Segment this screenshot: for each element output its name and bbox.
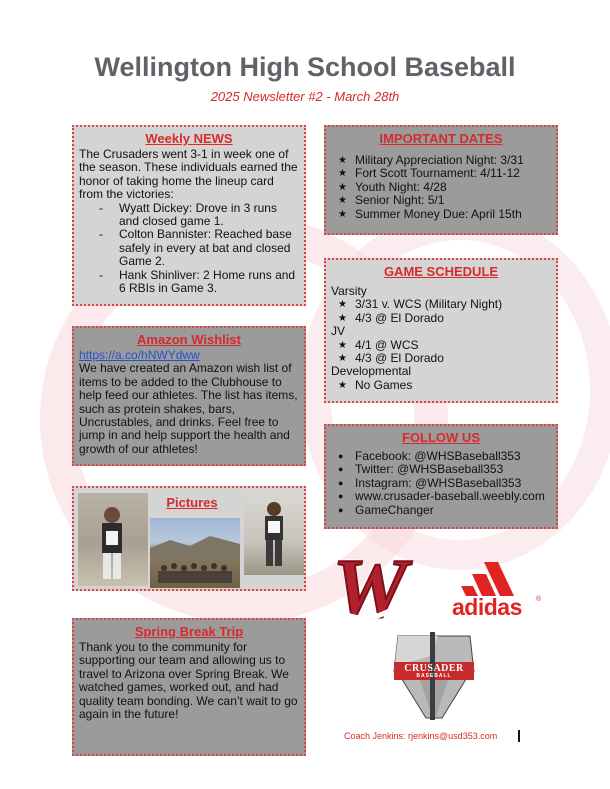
list-item: - Wyatt Dickey: Drove in 3 runs and closed game 1.: [119, 202, 299, 229]
w-logo-letter: W: [332, 542, 408, 635]
spring-break-body: Thank you to the community for supporting our team and allowing us to travel to Arizona over Spring Break. We watched games, worked out, and had quality team bonding. We can’t wait to go again in the future!: [79, 640, 298, 722]
team-photo-arizona: [150, 518, 240, 588]
important-dates-heading: IMPORTANT DATES: [379, 131, 503, 146]
weekly-news-heading: Weekly NEWS: [145, 131, 233, 146]
list-item: - Hank Shinliver: 2 Home runs and 6 RBIs in Game 3.: [119, 269, 299, 296]
important-dates-box: [324, 125, 558, 235]
text-cursor: [518, 730, 520, 742]
crusader-logo: [390, 632, 478, 720]
list-item: ★ Senior Night: 5/1: [355, 194, 551, 207]
player-photo-left: [78, 493, 148, 586]
adidas-wordmark: adidas: [452, 594, 522, 620]
registered-mark-icon: ®: [536, 596, 542, 603]
w-logo: [328, 542, 412, 635]
adidas-stripes-icon: [452, 560, 544, 596]
schedule-varsity-list: [331, 298, 551, 325]
crusader-logo-bottom-text: BASEBALL: [416, 673, 452, 679]
team-group-figures: [150, 518, 240, 588]
page-subtitle: 2025 Newsletter #2 - March 28th: [210, 89, 400, 104]
list-item[interactable]: ● www.crusader-baseball.weebly.com: [355, 490, 551, 503]
adidas-logo: [452, 560, 544, 622]
crusader-logo-top-text: CRUSADER: [404, 663, 464, 674]
player-left-figure: [78, 493, 148, 586]
weekly-news-intro: The Crusaders went 3-1 in week one of the season. These individuals earned the honor of taking home the lineup card from the victories:: [79, 147, 298, 202]
list-item: ★ Fort Scott Tournament: 4/11-12: [355, 167, 551, 180]
list-item: ● Twitter: @WHSBaseball353: [355, 463, 551, 476]
list-item: ★ Summer Money Due: April 15th: [355, 208, 551, 221]
schedule-varsity-label: Varsity: [331, 284, 367, 298]
follow-us-heading: FOLLOW US: [402, 430, 480, 445]
amazon-wishlist-heading: Amazon Wishlist: [137, 332, 241, 347]
follow-us-box: [324, 424, 558, 529]
w-logo-swoosh: [328, 542, 412, 635]
schedule-dev-list: [331, 379, 551, 392]
schedule-jv-label: JV: [331, 324, 346, 339]
weekly-news-box: [72, 125, 306, 306]
list-item: ● Facebook: @WHSBaseball353: [355, 450, 551, 463]
weekly-news-list: [79, 202, 299, 296]
list-item: ★ 4/1 @ WCS: [355, 339, 551, 352]
amazon-wishlist-link[interactable]: https://a.co/hNWYdww: [79, 348, 200, 362]
player-photo-right: [244, 493, 304, 575]
list-item: ★ 4/3 @ El Dorado: [355, 312, 551, 325]
list-item: ● GameChanger: [355, 504, 551, 517]
spring-break-heading: Spring Break Trip: [134, 624, 244, 639]
amazon-wishlist-box: [72, 326, 306, 466]
list-item: ★ Military Appreciation Night: 3/31: [355, 154, 551, 167]
player-right-figure: [244, 493, 304, 575]
spring-break-box: [72, 618, 306, 756]
list-item: ● Instagram: @WHSBaseball353: [355, 477, 551, 490]
list-item: ★ Youth Night: 4/28: [355, 181, 551, 194]
pictures-box: [72, 486, 306, 591]
schedule-dev-label: Developmental: [331, 364, 412, 379]
follow-us-list: [331, 450, 551, 517]
game-schedule-box: [324, 258, 558, 403]
list-item: ★ No Games: [355, 379, 551, 392]
game-schedule-heading: GAME SCHEDULE: [383, 264, 499, 279]
coach-contact: Coach Jenkins: rjenkins@usd353.com: [344, 731, 498, 741]
amazon-wishlist-body: We have created an Amazon wish list of items to be added to the Clubhouse to help feed our athletes. The list has items, such as protein shakes, bars, Uncrustables, and drinks. Feel free to jump in and help support the health and growth of our athletes!: [79, 361, 298, 456]
page-title: Wellington High School Baseball: [94, 52, 516, 82]
pictures-heading: Pictures: [166, 495, 218, 510]
list-item: ★ 3/31 v. WCS (Military Night): [355, 298, 551, 311]
important-dates-list: [331, 154, 551, 221]
list-item: - Colton Bannister: Reached base safely in every at bat and closed Game 2.: [119, 228, 299, 268]
list-item: ★ 4/3 @ El Dorado: [355, 352, 551, 365]
schedule-jv-list: [331, 339, 551, 366]
